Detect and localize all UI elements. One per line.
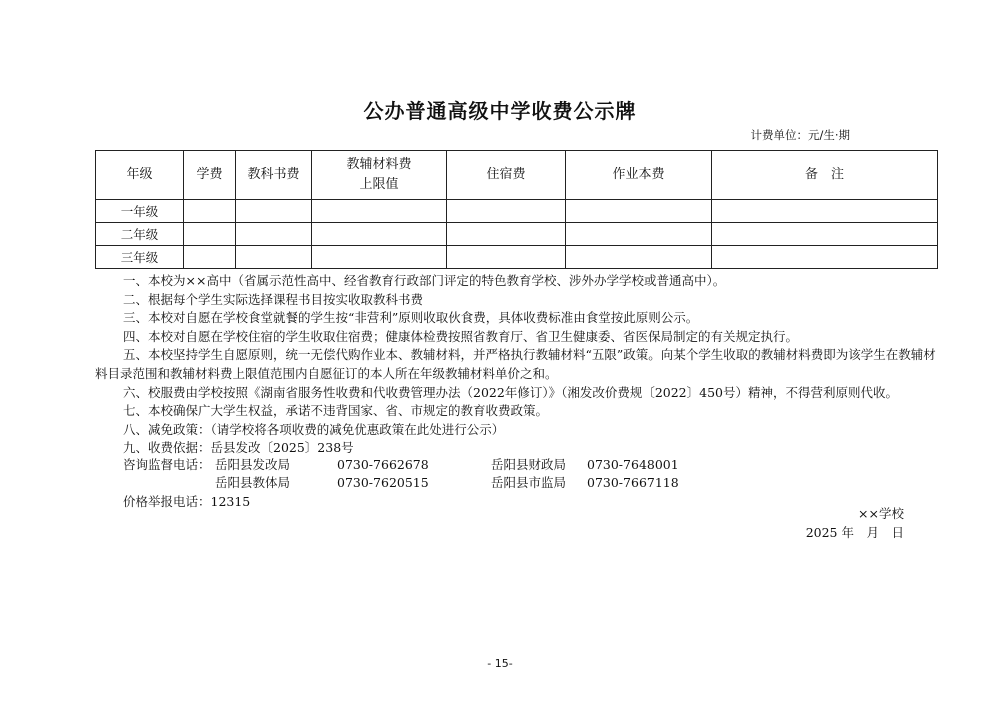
table-cell [566,246,712,269]
note-item: 四、本校对自愿在学校住宿的学生收取住宿费；健康体检费按照省教育厅、省卫生健康委、省医保局制定的有关规定执行。 [123,328,799,344]
price-report-phone: 价格举报电话：12315 [123,494,251,509]
table-cell [312,200,447,223]
note-item: 八、减免政策：（请学校将各项收费的减免优惠政策在此处进行公示） [123,421,505,437]
contact-name: 岳阳县发改局 [215,457,291,472]
note-item: 九、收费依据：岳县发改〔2025〕238号 [123,440,354,456]
header-supplementary: 教辅材料费 上限值 [312,151,447,200]
contact-phone: 0730-7648001 [587,457,679,472]
grade-cell: 二年级 [96,223,184,246]
table-cell [447,246,566,269]
note-item: 五、本校坚持学生自愿原则，统一无偿代购作业本、教辅材料，并严格执行教辅材料“五限”政策。向某个学生收取的教辅材料费即为该学生在教辅材料目录范围和教辅材料费上限值范围内自愿征订的本人所在年级教辅材料单价之和。 [95,347,936,381]
notes-section [95,272,937,458]
note-item: 一、本校为××高中（省属示范性高中、经省教育行政部门评定的特色教育学校、涉外办学学校或普通高中）。 [123,273,726,288]
table-cell [184,246,236,269]
signature-school: ××学校 [858,506,904,521]
table-cell [236,200,312,223]
table-row [96,200,938,223]
fee-unit: 计费单位：元/生·期 [750,128,850,142]
contact-phone: 0730-7662678 [337,457,429,472]
table-cell [712,246,938,269]
table-cell [712,223,938,246]
table-cell [447,223,566,246]
contact-phone: 0730-7667118 [587,475,679,490]
signature-date: 2025 年 月 日 [805,525,904,540]
table-cell [312,223,447,246]
grade-cell: 三年级 [96,246,184,269]
fee-table [95,150,938,269]
table-cell [236,223,312,246]
note-item: 七、本校确保广大学生权益，承诺不违背国家、省、市规定的教育收费政策。 [123,403,549,419]
header-tuition: 学费 [184,151,236,200]
contact-name: 岳阳县教体局 [215,475,291,490]
header-grade: 年级 [96,151,184,200]
table-cell [184,223,236,246]
note-item: 二、根据每个学生实际选择课程书目按实收取教科书费 [123,291,424,307]
table-header-row [96,151,938,200]
table-cell [447,200,566,223]
contacts-label: 咨询监督电话： [123,457,211,472]
contact-name: 岳阳县财政局 [491,457,567,472]
table-cell [184,200,236,223]
contact-name: 岳阳县市监局 [491,475,567,490]
header-remarks: 备 注 [712,151,938,200]
page-title: 公办普通高级中学收费公示牌 [363,99,637,123]
header-accommodation: 住宿费 [447,151,566,200]
table-cell [566,223,712,246]
grade-cell: 一年级 [96,200,184,223]
table-cell [566,200,712,223]
contact-phone: 0730-7620515 [337,475,429,490]
table-cell [312,246,447,269]
note-item: 三、本校对自愿在学校食堂就餐的学生按“非营利”原则收取伙食费，具体收费标准由食堂按此原则公示。 [123,310,699,326]
table-row [96,246,938,269]
header-workbook: 作业本费 [566,151,712,200]
note-item: 六、校服费由学校按照《湖南省服务性收费和代收费管理办法（2022年修订）》（湘发改价费规〔2022〕450号）精神，不得营利原则代收。 [123,384,898,400]
table-cell [712,200,938,223]
table-row [96,223,938,246]
header-textbook: 教科书费 [236,151,312,200]
table-cell [236,246,312,269]
page-number: - 15- [487,657,513,670]
